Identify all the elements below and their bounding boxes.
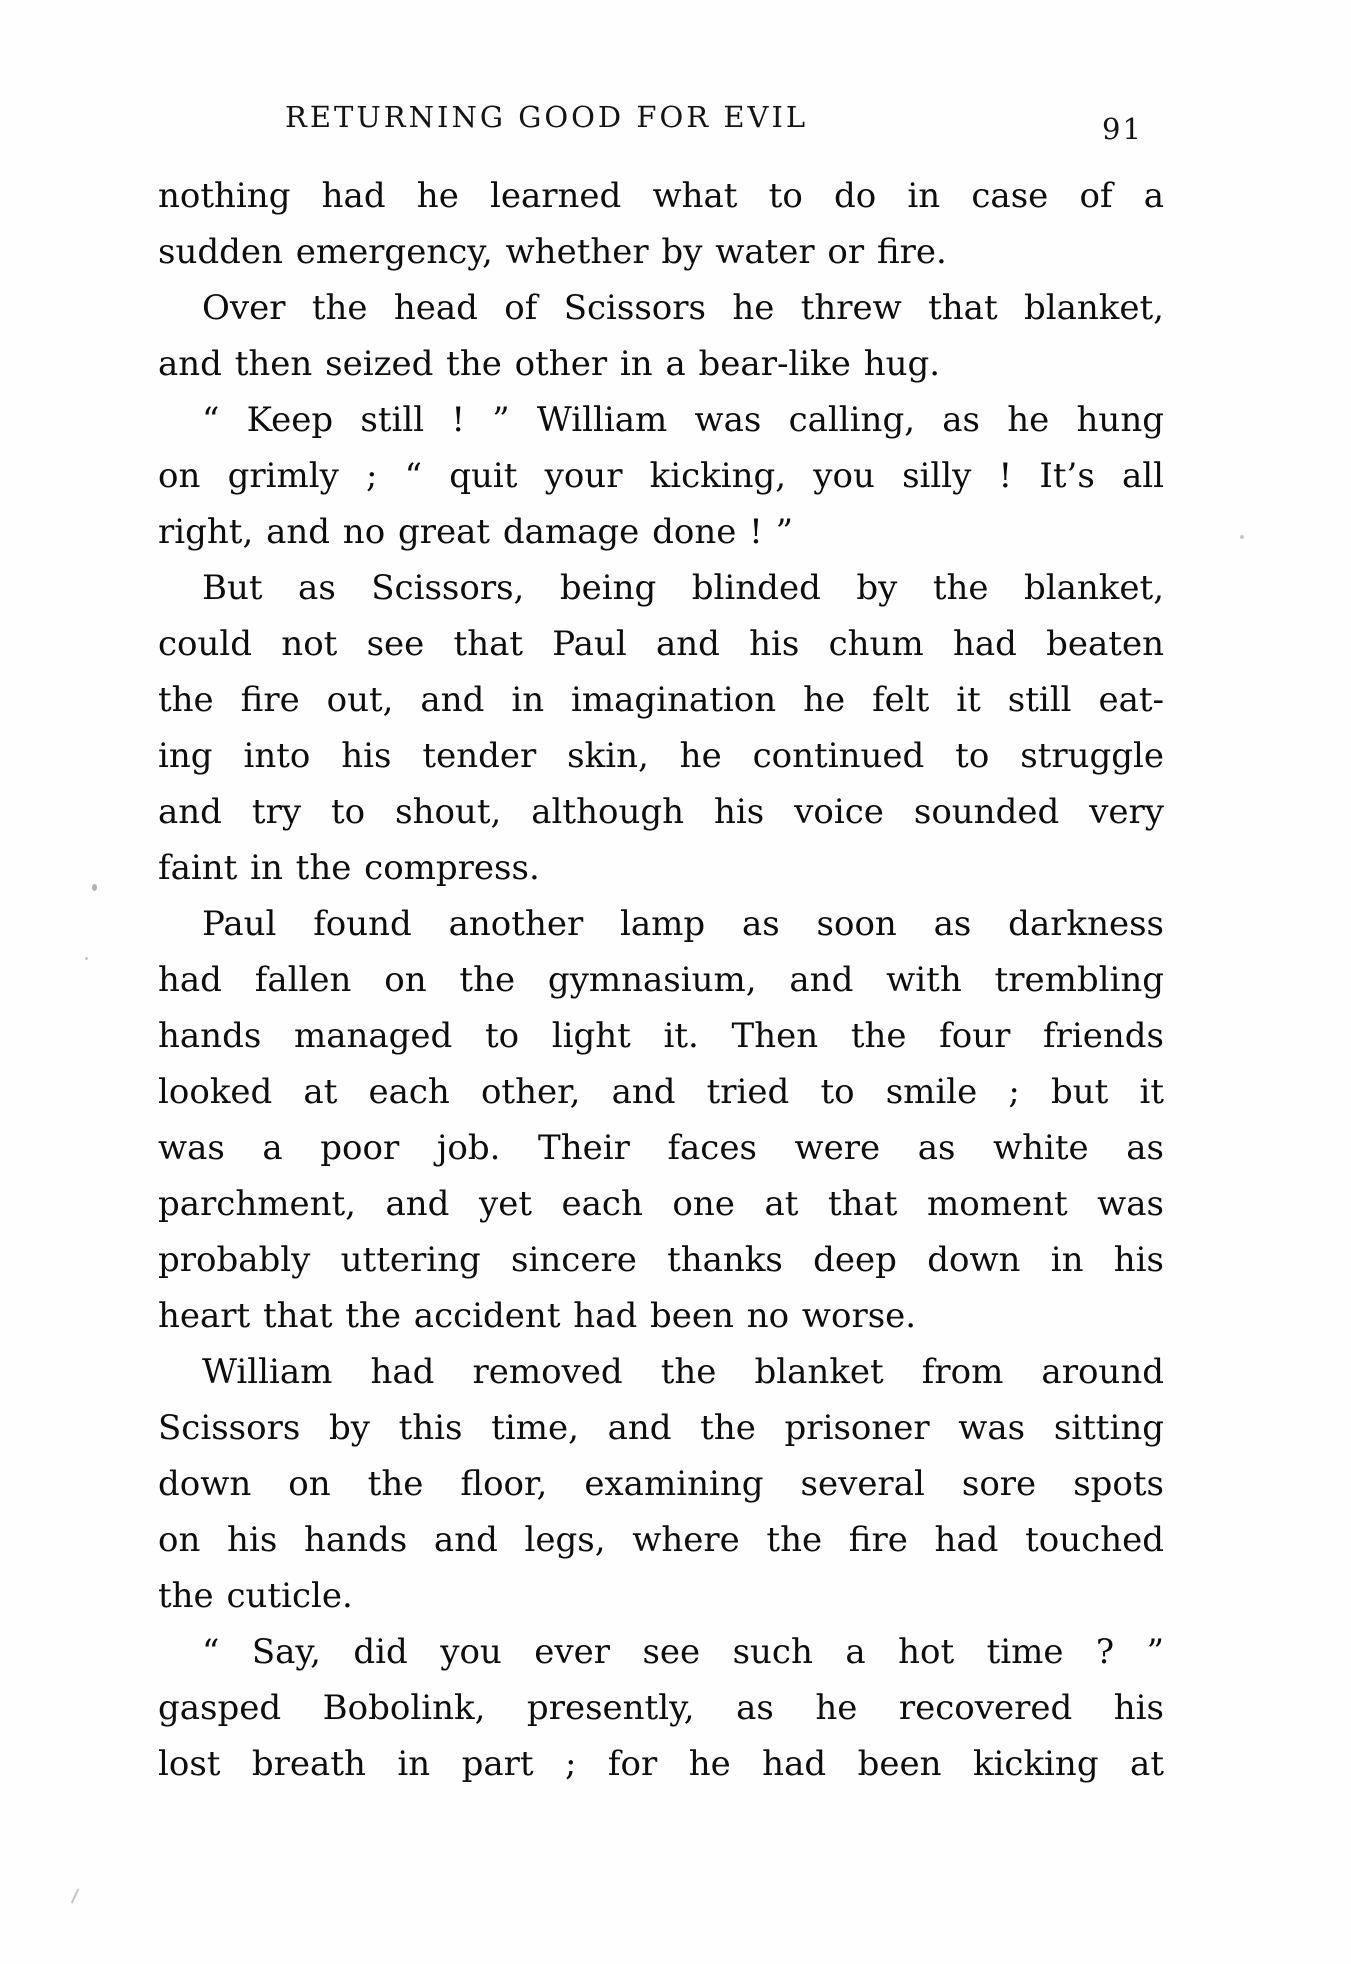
text-line: But as Scissors, being blinded by the blanket, bbox=[202, 568, 1164, 608]
text-line: parchment, and yet each one at that moment was bbox=[158, 1184, 1164, 1224]
text-line: heart that the accident had been no worse. bbox=[158, 1296, 917, 1336]
text-line: and try to shout, although his voice sounded very bbox=[158, 792, 1164, 832]
text-line: gasped Bobolink, presently, as he recovered his bbox=[158, 1688, 1164, 1728]
text-line: the cuticle. bbox=[158, 1576, 353, 1616]
text-line: could not see that Paul and his chum had beaten bbox=[158, 624, 1164, 664]
running-header-title: RETURNING GOOD FOR EVIL bbox=[285, 100, 809, 134]
text-line: on his hands and legs, where the fire had touched bbox=[158, 1520, 1164, 1560]
text-line: down on the floor, examining several sore spots bbox=[158, 1464, 1164, 1504]
text-line: looked at each other, and tried to smile ; but it bbox=[158, 1072, 1164, 1112]
scan-speckle bbox=[71, 1888, 80, 1903]
text-line: was a poor job. Their faces were as white as bbox=[158, 1128, 1164, 1168]
text-line: had fallen on the gymnasium, and with trembling bbox=[158, 960, 1164, 1000]
text-line: “ Say, did you ever see such a hot time ? ” bbox=[202, 1632, 1164, 1672]
text-line: Paul found another lamp as soon as darkness bbox=[202, 904, 1164, 944]
scan-speckle bbox=[85, 957, 88, 960]
text-line: the fire out, and in imagination he felt it still eat- bbox=[158, 680, 1164, 720]
text-line: right, and no great damage done ! ” bbox=[158, 512, 794, 552]
text-line: ing into his tender skin, he continued to struggle bbox=[158, 736, 1164, 776]
text-line: nothing had he learned what to do in case of a bbox=[158, 176, 1164, 216]
page-body bbox=[158, 168, 1164, 1792]
text-line: probably uttering sincere thanks deep down in his bbox=[158, 1240, 1164, 1280]
text-line: William had removed the blanket from around bbox=[202, 1352, 1164, 1392]
text-line: on grimly ; “ quit your kicking, you silly ! It’s all bbox=[158, 456, 1164, 496]
text-line: lost breath in part ; for he had been kicking at bbox=[158, 1744, 1164, 1784]
text-line: Over the head of Scissors he threw that blanket, bbox=[202, 288, 1164, 328]
scan-speckle bbox=[1240, 535, 1244, 539]
text-line: “ Keep still ! ” William was calling, as he hung bbox=[202, 400, 1164, 440]
text-line: Scissors by this time, and the prisoner was sitting bbox=[158, 1408, 1164, 1448]
text-line: and then seized the other in a bear-like hug. bbox=[158, 344, 941, 384]
page-number: 91 bbox=[1102, 112, 1143, 146]
text-line: sudden emergency, whether by water or fire. bbox=[158, 232, 947, 272]
text-line: hands managed to light it. Then the four friends bbox=[158, 1016, 1164, 1056]
scan-speckle bbox=[92, 884, 97, 891]
text-line: faint in the compress. bbox=[158, 848, 540, 888]
